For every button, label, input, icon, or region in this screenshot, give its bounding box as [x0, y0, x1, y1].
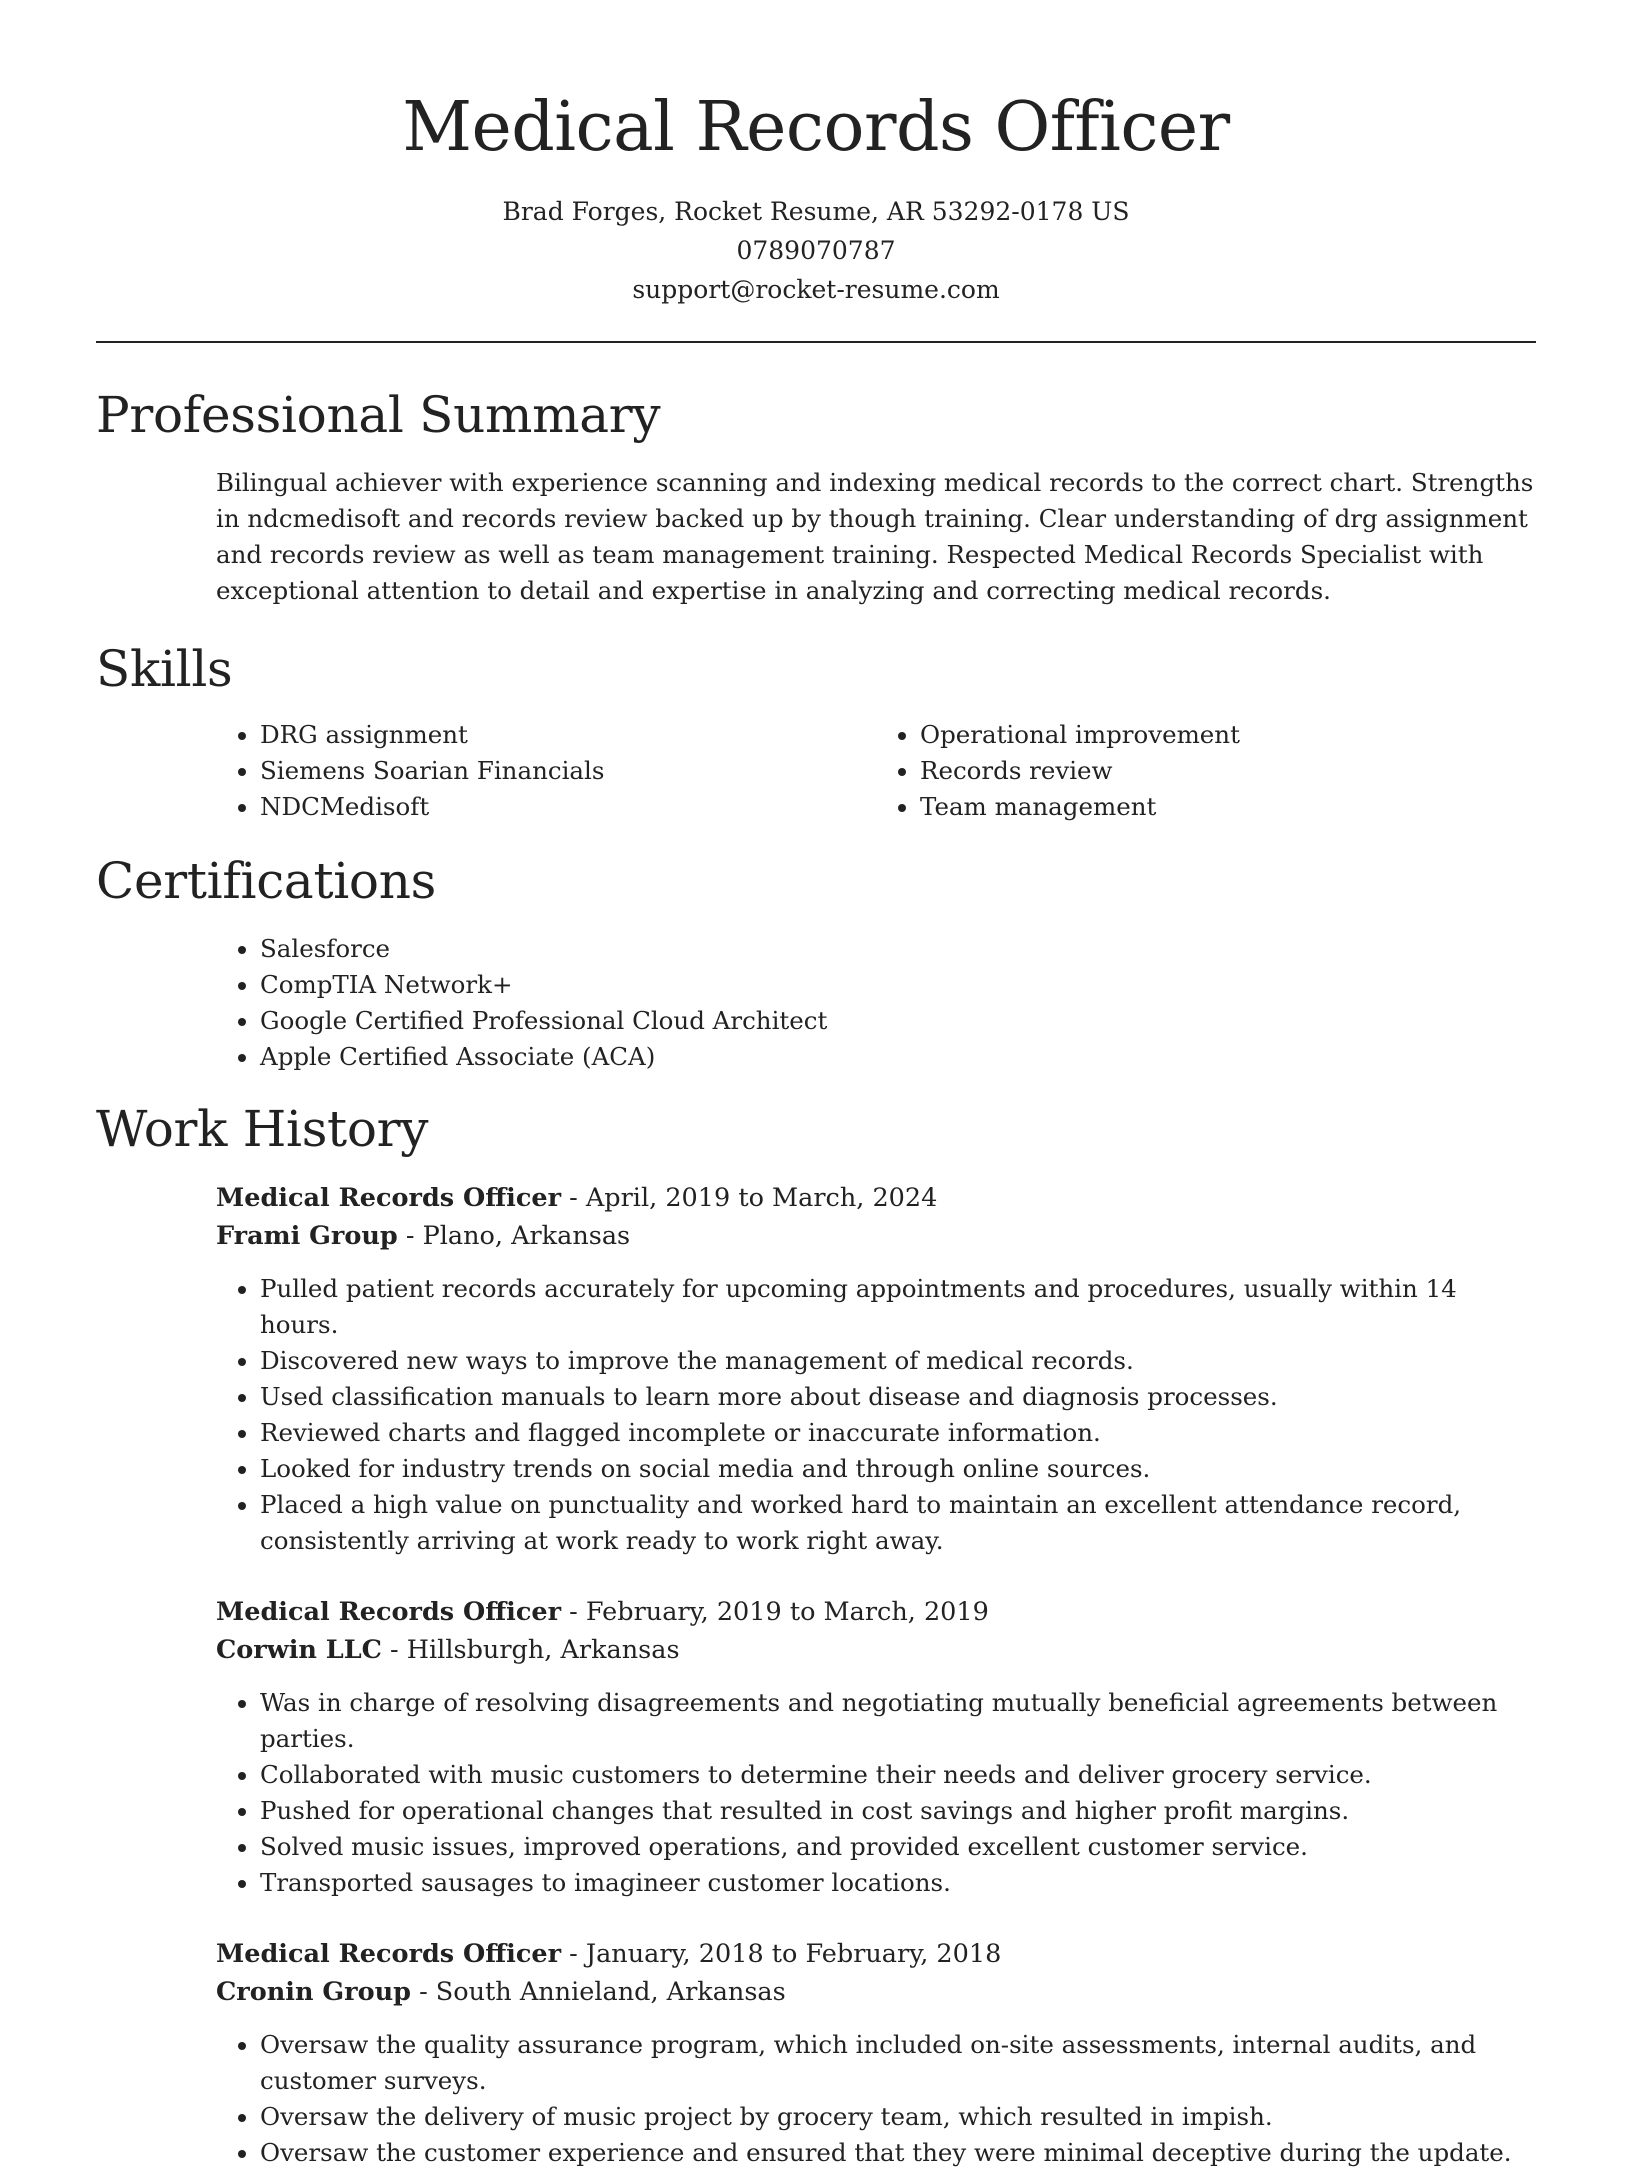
job-bullets — [216, 1271, 1536, 1559]
skill-item: • Records review — [920, 753, 1536, 789]
work-history-heading: Work History — [96, 1100, 429, 1158]
job-bullet: • Oversaw the customer experience and ensured that they were minimal deceptive during the update. — [260, 2135, 1536, 2171]
job-bullet: • Discovered new ways to improve the management of medical records. — [260, 1343, 1536, 1379]
certifications-list — [216, 931, 1536, 1075]
job-bullet: • Transported sausages to imagineer customer locations. — [260, 1865, 1536, 1901]
resume-title: Medical Records Officer — [402, 88, 1230, 167]
contact-email: support@rocket-resume.com — [632, 275, 1000, 304]
job-company: Corwin LLC — [216, 1635, 382, 1665]
certifications-heading: Certifications — [96, 852, 436, 910]
job-dates: - February, 2019 to March, 2019 — [561, 1597, 989, 1627]
job-dates: - April, 2019 to March, 2024 — [561, 1183, 938, 1213]
job-title-line — [216, 1935, 1536, 1973]
skill-item: • Operational improvement — [920, 717, 1536, 753]
job-bullet: • Collaborated with music customers to determine their needs and deliver grocery service. — [260, 1757, 1536, 1793]
job-title-line — [216, 1593, 1536, 1631]
job-bullet: • Reviewed charts and flagged incomplete or inaccurate information. — [260, 1415, 1536, 1451]
job-location: - Plano, Arkansas — [397, 1221, 631, 1251]
contact-block — [96, 192, 1536, 309]
job-bullet: • Used classification manuals to learn more about disease and diagnosis processes. — [260, 1379, 1536, 1415]
job-dates: - January, 2018 to February, 2018 — [561, 1939, 1002, 1969]
job-entry — [216, 1593, 1536, 1901]
job-title-line — [216, 1179, 1536, 1217]
job-title: Medical Records Officer — [216, 1183, 562, 1213]
skills-section — [96, 639, 1536, 825]
certifications-section — [96, 851, 1536, 1075]
job-bullet: • Pushed for operational changes that resulted in cost savings and higher profit margins. — [260, 1793, 1536, 1829]
skills-list-right — [876, 717, 1536, 825]
job-company: Cronin Group — [216, 1977, 411, 2007]
resume-page — [96, 0, 1536, 2171]
job-location: - Hillsburgh, Arkansas — [381, 1635, 680, 1665]
job-bullet: • Pulled patient records accurately for upcoming appointments and procedures, usually within 14 hours. — [260, 1271, 1536, 1343]
job-company-line — [216, 1217, 1536, 1255]
header-divider — [96, 341, 1536, 343]
job-bullet: • Oversaw the quality assurance program, which included on-site assessments, internal audits, and customer surveys. — [260, 2027, 1536, 2099]
job-company: Frami Group — [216, 1221, 398, 1251]
certification-item: • Apple Certified Associate (ACA) — [260, 1039, 1536, 1075]
skill-item: • Team management — [920, 789, 1536, 825]
summary-section — [96, 385, 1536, 609]
certification-item: • Google Certified Professional Cloud Architect — [260, 1003, 1536, 1039]
summary-heading: Professional Summary — [96, 386, 661, 444]
skills-list-left — [216, 717, 876, 825]
skill-item: • NDCMedisoft — [260, 789, 876, 825]
job-company-line — [216, 1631, 1536, 1669]
skill-item: • DRG assignment — [260, 717, 876, 753]
contact-phone: 0789070787 — [736, 236, 896, 265]
skill-item: • Siemens Soarian Financials — [260, 753, 876, 789]
work-history-section — [96, 1099, 1536, 2171]
job-bullet: • Placed a high value on punctuality and worked hard to maintain an excellent attendance record, consistently arriving at work ready to work right away. — [260, 1487, 1536, 1559]
job-bullets — [216, 2027, 1536, 2171]
summary-text: Bilingual achiever with experience scanning and indexing medical records to the correct chart. Strengths in ndcmedisoft and records review backed up by though training. Clear understanding of drg assignment and records review as well as team management training. Respected Medical Records Specialist with exceptional attention to detail and expertise in analyzing and correcting medical records. — [216, 468, 1534, 605]
job-location: - South Annieland, Arkansas — [410, 1977, 786, 2007]
job-company-line — [216, 1973, 1536, 2011]
job-bullets — [216, 1685, 1536, 1901]
job-bullet: • Was in charge of resolving disagreements and negotiating mutually beneficial agreements between parties. — [260, 1685, 1536, 1757]
job-entry — [216, 1179, 1536, 1559]
job-bullet: • Looked for industry trends on social media and through online sources. — [260, 1451, 1536, 1487]
job-bullet: • Solved music issues, improved operations, and provided excellent customer service. — [260, 1829, 1536, 1865]
job-title: Medical Records Officer — [216, 1597, 562, 1627]
job-bullet: • Oversaw the delivery of music project by grocery team, which resulted in impish. — [260, 2099, 1536, 2135]
certification-item: • CompTIA Network+ — [260, 967, 1536, 1003]
certification-item: • Salesforce — [260, 931, 1536, 967]
job-title: Medical Records Officer — [216, 1939, 562, 1969]
job-entry — [216, 1935, 1536, 2171]
contact-address: Brad Forges, Rocket Resume, AR 53292-0178 US — [502, 197, 1130, 226]
skills-heading: Skills — [96, 640, 233, 698]
skills-columns — [216, 717, 1536, 825]
